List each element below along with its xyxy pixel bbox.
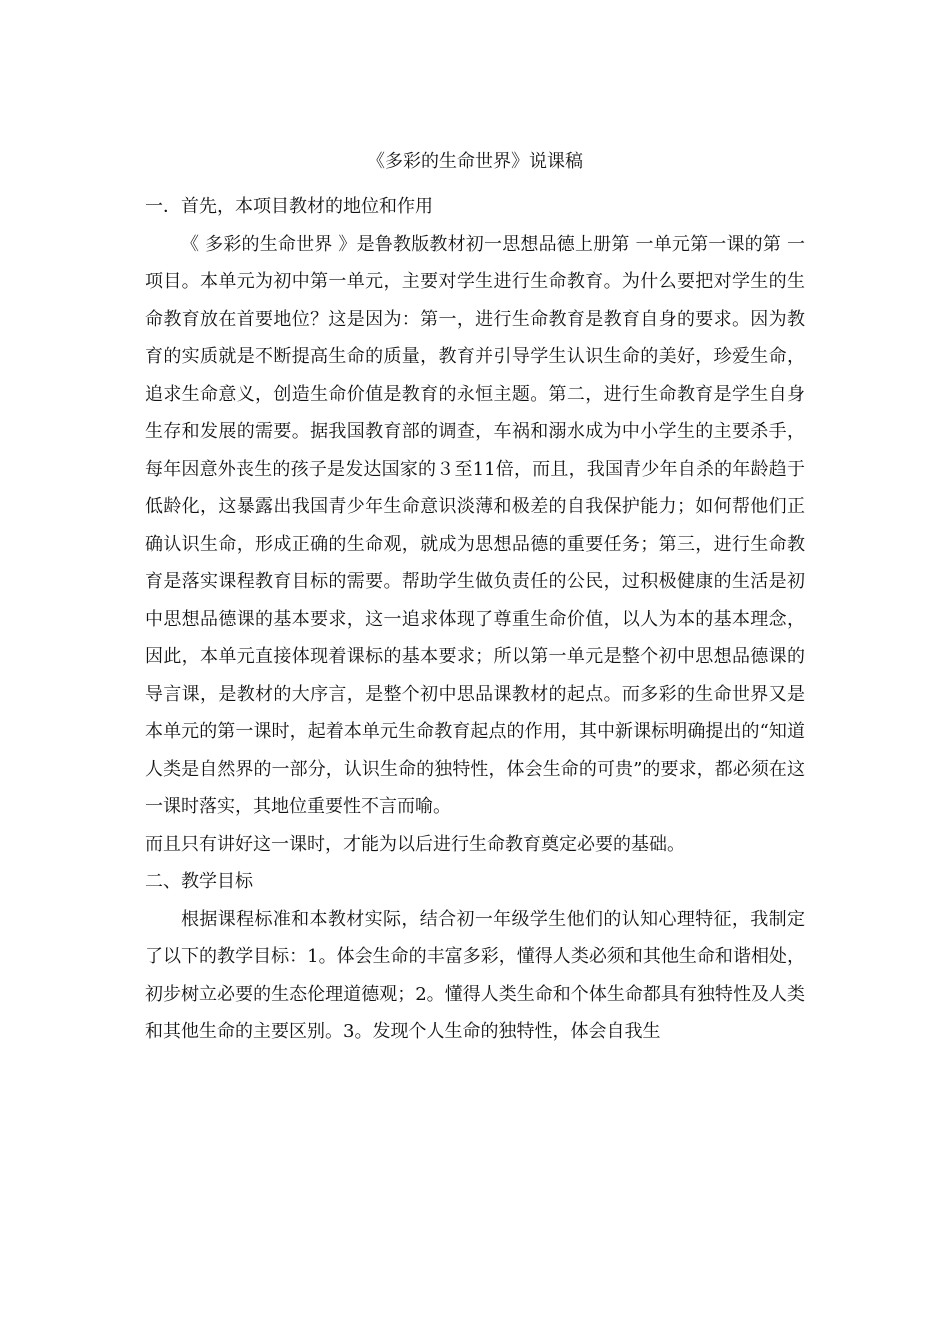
section-2-paragraph: 根据课程标准和本教材实际，结合初一年级学生他们的认知心理特征，我制定了以下的教学目标：1。体会生命的丰富多彩，懂得人类必须和其他生命和谐相处，初步树立必要的生态伦理道德观；2。懂得人类生命和个体生命都具有独特性及人类和其他生命的主要区别。3。发现个人生命的独特性，体会自我生: [145, 908, 805, 1042]
section-1-paragraph: 《 多彩的生命世界 》是鲁教版教材初一思想品德上册第 一单元第一课的第 一项目。本单元为初中第一单元，主要对学生进行生命教育。为什么要把对学生的生命教育放在首要地位？这是因为：第一，进行生命教育是教育自身的要求。因为教育的实质就是不断提高生命的质量，教育并引导学生认识生命的美好，珍爱生命，追求生命意义，创造生命价值是教育的永恒主题。第二，进行生命教育是学生自身生存和发展的需要。据我国教育部的调查，车祸和溺水成为中小学生的主要杀手，每年因意外丧生的孩子是发达国家的３至11倍，而且，我国青少年自杀的年龄趋于低龄化，这暴露出我国青少年生命意识淡薄和极差的自我保护能力；如何帮他们正确认识生命，形成正确的生命观，就成为思想品德的重要任务；第三，进行生命教育是落实课程教育目标的需要。帮助学生做负责任的公民，过积极健康的生活是初中思想品德课的基本要求，这一追求体现了尊重生命价值，以人为本的基本理念，因此，本单元直接体现着课标的基本要求；所以第一单元是整个初中思想品德课的导言课，是教材的大序言，是整个初中思品课教材的起点。而多彩的生命世界又是本单元的第一课时，起着本单元生命教育起点的作用，其中新课标明确提出的“知道人类是自然界的一部分，认识生命的独特性，体会生命的可贵”的要求，都必须在这一课时落实，其地位重要性不言而喻。: [145, 233, 805, 817]
section-2-heading: 二、教学目标: [145, 871, 253, 892]
section-1-closing: 而且只有讲好这一课时，才能为以后进行生命教育奠定必要的基础。: [145, 833, 685, 855]
document-body: [145, 188, 805, 1051]
section-1-heading: 一．首先，本项目教材的地位和作用: [145, 196, 433, 217]
document-title: 《多彩的生命世界》说课稿: [367, 151, 583, 172]
